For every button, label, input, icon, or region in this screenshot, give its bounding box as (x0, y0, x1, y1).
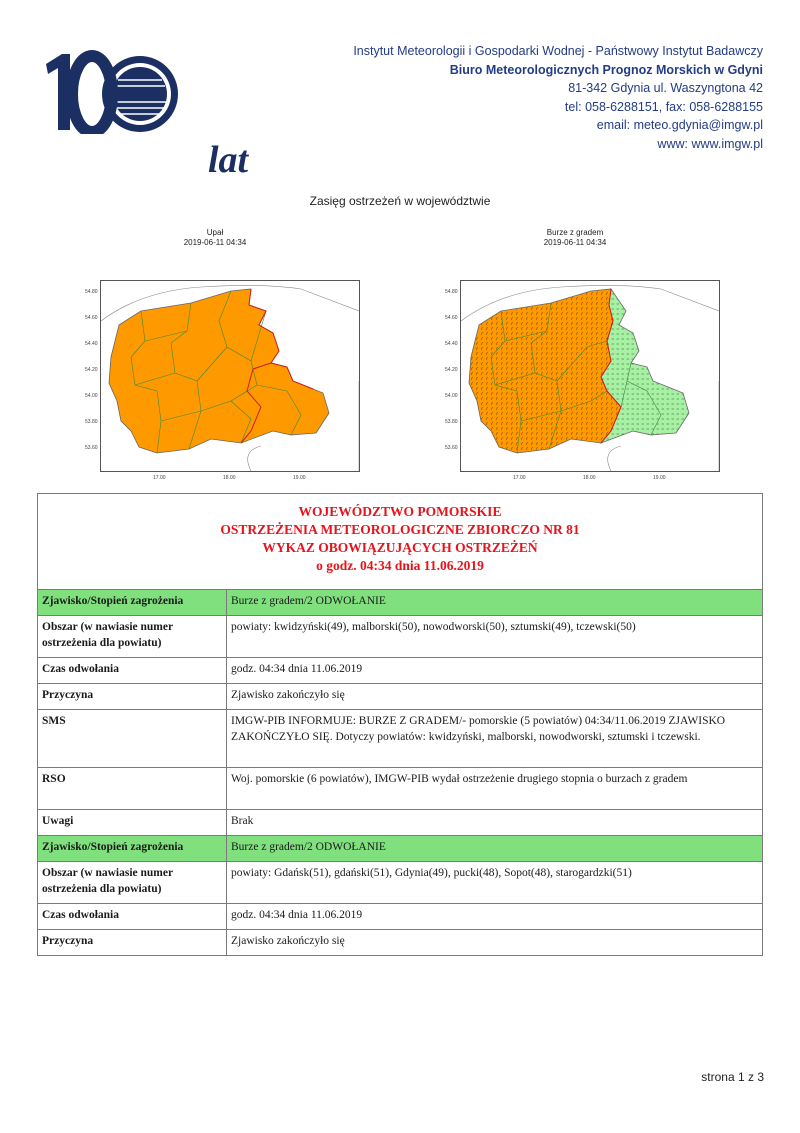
y-tick: 53.60 (445, 445, 458, 451)
table-row (38, 710, 763, 768)
website: www: www.imgw.pl (657, 136, 763, 151)
row-value: Woj. pomorskie (6 powiatów), IMGW-PIB wydał ostrzeżenie drugiego stopnia o burzach z gradem (227, 768, 763, 810)
row-label: Obszar (w nawiasie numer ostrzeżenia dla powiatu) (38, 616, 227, 658)
map-heat-date: 2019-06-11 04:34 (183, 238, 247, 247)
y-tick: 54.80 (445, 289, 458, 295)
x-tick: 17.00 (513, 475, 526, 481)
map-hail-date: 2019-06-11 04:34 (543, 238, 607, 247)
table-row (38, 658, 763, 684)
row-label: Przyczyna (38, 684, 227, 710)
row-value: Zjawisko zakończyło się (227, 684, 763, 710)
row-value: Burze z gradem/2 ODWOŁANIE (227, 836, 763, 862)
row-label: Zjawisko/Stopień zagrożenia (38, 590, 227, 616)
row-label: Czas odwołania (38, 904, 227, 930)
x-tick: 17.00 (153, 475, 166, 481)
y-tick: 54.20 (445, 367, 458, 373)
row-label: SMS (38, 710, 227, 768)
institution-name: Instytut Meteorologii i Gospodarki Wodnej - Państwowy Instytut Badawczy (353, 44, 763, 58)
logo-graphic (40, 50, 240, 134)
x-tick: 19.00 (293, 475, 306, 481)
y-tick: 54.00 (85, 393, 98, 399)
row-value: Zjawisko zakończyło się (227, 930, 763, 956)
row-value: Burze z gradem/2 ODWOŁANIE (227, 590, 763, 616)
imgw-100-years-logo (40, 50, 249, 181)
y-tick: 53.60 (85, 445, 98, 451)
row-value: godz. 04:34 dnia 11.06.2019 (227, 658, 763, 684)
table-row (38, 590, 763, 616)
x-tick: 18.00 (583, 475, 596, 481)
email: email: meteo.gdynia@imgw.pl (596, 118, 763, 132)
y-tick: 54.80 (85, 289, 98, 295)
row-value: powiaty: Gdańsk(51), gdański(51), Gdynia(49), pucki(48), Sopot(48), starogardzki(51) (227, 862, 763, 904)
maps-title: Zasięg ostrzeżeń w województwie (309, 194, 491, 208)
table-row (38, 768, 763, 810)
row-value: IMGW-PIB INFORMUJE: BURZE Z GRADEM/- pomorskie (5 powiatów) 04:34/11.06.2019 ZJAWISKO ZAKOŃCZYŁO SIĘ. Dotyczy powiatów: kwidzyński, malborski, nowodworski, sztumski i tczewski. (227, 710, 763, 768)
y-tick: 53.80 (85, 419, 98, 425)
table-row (38, 836, 763, 862)
table-row (38, 810, 763, 836)
y-tick: 54.60 (85, 315, 98, 321)
map-heat-graphic (101, 281, 359, 471)
x-tick: 18.00 (223, 475, 236, 481)
table-row (38, 616, 763, 658)
row-label: Przyczyna (38, 930, 227, 956)
row-value: Brak (227, 810, 763, 836)
table-title (38, 494, 763, 590)
map-heat-frame (85, 280, 360, 481)
row-label: Obszar (w nawiasie numer ostrzeżenia dla powiatu) (38, 862, 227, 904)
table-row (38, 684, 763, 710)
y-tick: 54.60 (445, 315, 458, 321)
x-tick: 19.00 (653, 475, 666, 481)
y-tick: 53.80 (445, 419, 458, 425)
address: 81-342 Gdynia ul. Waszyngtona 42 (568, 81, 763, 95)
title-line: WYKAZ OBOWIĄZUJĄCYCH OSTRZEŻEŃ (262, 540, 538, 555)
title-line: WOJEWÓDZTWO POMORSKIE (298, 504, 502, 519)
y-tick: 54.00 (445, 393, 458, 399)
table-row (38, 904, 763, 930)
page-number: strona 1 z 3 (701, 1070, 764, 1084)
office-name: Biuro Meteorologicznych Prognoz Morskich w Gdyni (449, 62, 763, 77)
map-heat-label: Upał (206, 228, 224, 237)
row-label: RSO (38, 768, 227, 810)
title-line: OSTRZEŻENIA METEOROLOGICZNE ZBIORCZO NR 81 (220, 522, 580, 537)
map-heat (70, 228, 360, 481)
row-label: Czas odwołania (38, 658, 227, 684)
phone: tel: 058-6288151, fax: 058-6288155 (564, 99, 763, 114)
table-row (38, 862, 763, 904)
map-hail (430, 228, 720, 481)
y-tick: 54.20 (85, 367, 98, 373)
table-title-row (38, 494, 763, 590)
institution-header (353, 42, 763, 153)
row-label: Zjawisko/Stopień zagrożenia (38, 836, 227, 862)
row-label: Uwagi (38, 810, 227, 836)
map-hail-label: Burze z gradem (546, 228, 604, 237)
map-hail-frame (445, 280, 720, 481)
row-value: powiaty: kwidzyński(49), malborski(50), nowodworski(50), sztumski(49), tczewski(50) (227, 616, 763, 658)
logo-word: lat (208, 139, 249, 181)
row-value: godz. 04:34 dnia 11.06.2019 (227, 904, 763, 930)
title-line: o godz. 04:34 dnia 11.06.2019 (316, 558, 484, 573)
y-tick: 54.40 (445, 341, 458, 347)
map-hail-graphic (461, 281, 719, 471)
table-row (38, 930, 763, 956)
y-tick: 54.40 (85, 341, 98, 347)
warnings-table (37, 493, 763, 956)
